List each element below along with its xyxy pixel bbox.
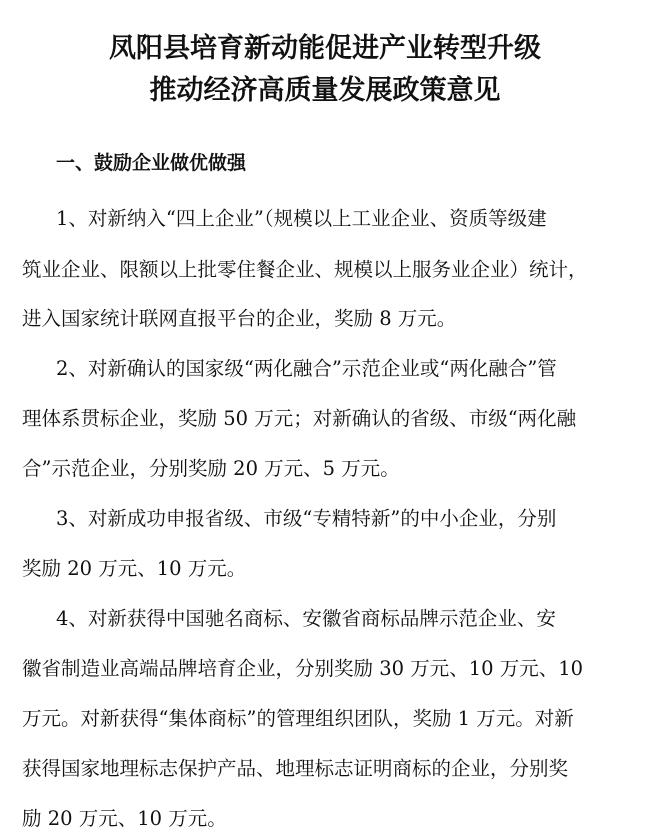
- title-line-1: 凤阳县培育新动能促进产业转型升级: [109, 33, 541, 64]
- paragraph-line: 理体系贯标企业，奖励 50 万元；对新确认的省级、市级“两化融: [22, 407, 577, 430]
- paragraph-line: 获得国家地理标志保护产品、地理标志证明商标的企业，分别奖: [22, 757, 569, 780]
- section-heading: 一、鼓励企业做优做强: [56, 152, 247, 174]
- paragraph-line: 筑业企业、限额以上批零住餐企业、规模以上服务业企业）统计，: [22, 258, 588, 281]
- paragraph-line: 徽省制造业高端品牌培育企业，分别奖励 30 万元、10 万元、10: [22, 657, 584, 680]
- paragraph-line: 奖励 20 万元、10 万元。: [22, 557, 247, 580]
- paragraph-line: 万元。对新获得“集体商标”的管理组织团队，奖励 1 万元。对新: [22, 707, 574, 730]
- paragraph-line: 4、对新获得中国驰名商标、安徽省商标品牌示范企业、安: [56, 607, 556, 630]
- paragraph-line: 进入国家统计联网直报平台的企业，奖励 8 万元。: [22, 307, 457, 330]
- title-line-2: 推动经济高质量发展政策意见: [149, 75, 501, 106]
- paragraph-line: 1、对新纳入“四上企业”（规模以上工业企业、资质等级建: [56, 207, 547, 230]
- paragraph-line: 2、对新确认的国家级“两化融合”示范企业或“两化融合”管: [56, 357, 557, 380]
- paragraph-line: 励 20 万元、10 万元。: [22, 807, 227, 830]
- paragraph-line: 3、对新成功申报省级、市级“专精特新”的中小企业，分别: [56, 507, 557, 530]
- paragraph-line: 合”示范企业，分别奖励 20 万元、5 万元。: [22, 457, 400, 480]
